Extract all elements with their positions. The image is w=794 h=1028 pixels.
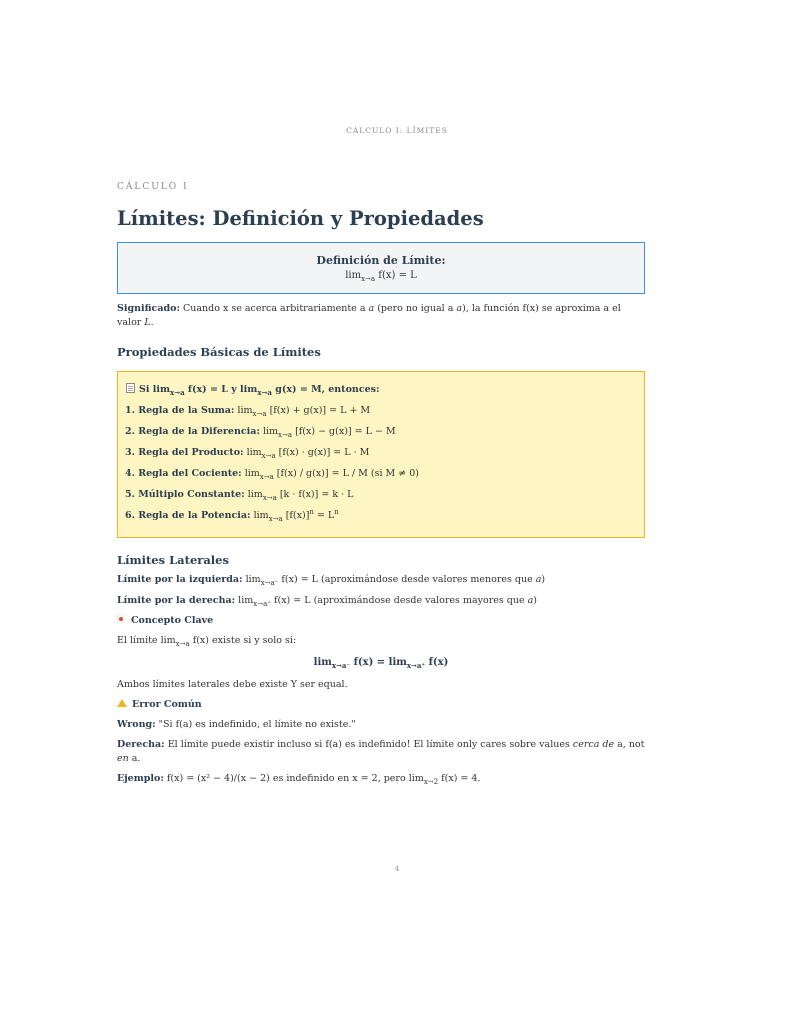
memo-icon bbox=[126, 383, 135, 393]
left-limit-line: Límite por la izquierda: $\lim_{x\to a^-} f(x) = L$ (aproximándose desde valores menores que a) bbox=[117, 574, 546, 587]
section-eyebrow: CÁLCULO I bbox=[117, 182, 189, 192]
both-limits-text: Ambos límites laterales debe existe Y ser equal. bbox=[117, 679, 348, 690]
right-line: Derecha: El límite puede existir incluso si f(a) es indefinido! El límite only cares sobre values cerca de a, not en a. bbox=[117, 739, 645, 764]
lateral-heading: Límites Laterales bbox=[117, 553, 229, 567]
target-icon bbox=[117, 615, 125, 623]
definition-box bbox=[117, 242, 645, 294]
page-title: Límites: Definición y Propiedades bbox=[117, 207, 484, 230]
key-concept-formula: $\lim_{x\to a^-} f(x) = \lim_{x\to a^+} f(x)$ bbox=[313, 657, 449, 670]
wrong-line: Wrong: "Si f(a) es indefinido, el límite no existe." bbox=[117, 719, 356, 730]
right-limit-line: Límite por la derecha: $\lim_{x\to a^+} f(x) = L$ (aproximándose desde valores mayores que a) bbox=[117, 595, 538, 608]
rule-power: 6. Regla de la Potencia: $\lim_{x\to a} [f(x)]^n = L^n$ bbox=[125, 508, 339, 523]
example-line: Ejemplo: f(x) = (x² − 4)/(x − 2) es indefinido en x = 2, pero $\lim_{x\to 2} f(x) = 4$. bbox=[117, 773, 481, 786]
key-concept-heading: Concepto Clave bbox=[117, 614, 645, 628]
rule-product: 3. Regla del Producto: $\lim_{x\to a} [f(x) \cdot g(x)] = L \cdot M$ bbox=[125, 447, 370, 460]
rule-quotient: 4. Regla del Cociente: $\lim_{x\to a} [f(x) / g(x)] = L / M$ (si M ≠ 0) bbox=[125, 468, 420, 481]
properties-box bbox=[117, 371, 645, 538]
rule-difference: 2. Regla de la Diferencia: $\lim_{x\to a} [f(x) - g(x)] = L - M$ bbox=[125, 426, 396, 439]
running-head: CÁLCULO I: LÍMITES bbox=[346, 126, 448, 135]
meaning-paragraph: Significado: Cuando x se acerca arbitrariamente a a (pero no igual a a), la función f(x) se aproxima a el valor L. bbox=[117, 303, 621, 328]
properties-heading: Propiedades Básicas de Límites bbox=[117, 345, 321, 359]
rule-constant-multiple: 5. Múltiplo Constante: $\lim_{x\to a} [k \cdot f(x)] = k \cdot L$ bbox=[125, 489, 354, 502]
properties-intro: Si $\lim_{x\to a} f(x) = L$ y $\lim_{x\to a} g(x) = M$, entonces: bbox=[125, 383, 644, 404]
definition-formula: $\lim_{x\to a} f(x) = L$ bbox=[345, 270, 417, 283]
page-number: 4 bbox=[394, 864, 400, 873]
rule-sum: 1. Regla de la Suma: $\lim_{x\to a} [f(x) + g(x)] = L + M$ bbox=[125, 405, 371, 418]
common-error-heading: Error Común bbox=[117, 698, 645, 712]
definition-title: Definición de Límite: bbox=[316, 254, 446, 267]
warning-icon bbox=[117, 699, 127, 707]
page-content bbox=[117, 182, 645, 786]
key-concept-line: El límite $\lim_{x\to a} f(x)$ existe si y solo si: bbox=[117, 635, 297, 648]
